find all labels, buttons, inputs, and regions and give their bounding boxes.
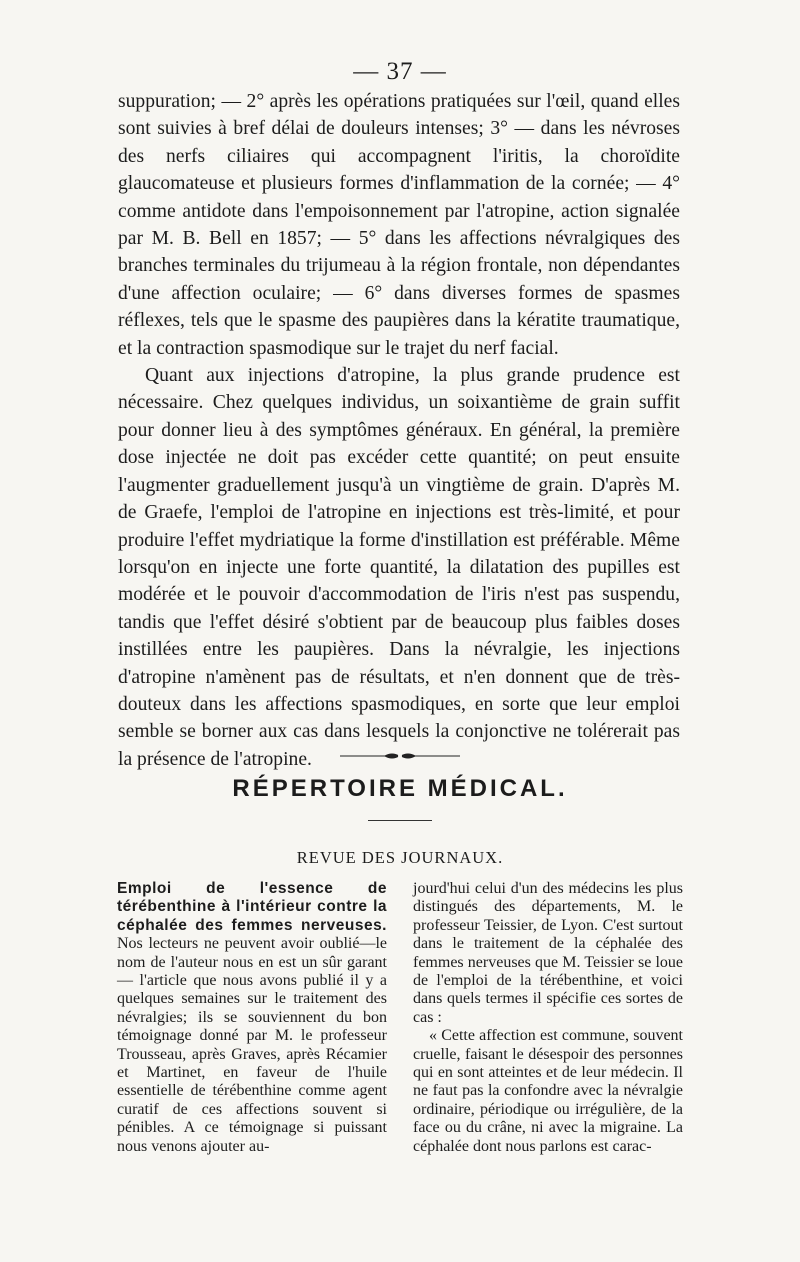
article-right-paragraph-2: « Cette affection est commune, souvent cruelle, faisant le désespoir des personnes qui en sont atteintes et de leur médecin. Il ne faut pas la confondre avec la névralgie ordinaire, périodique ou irrégulière, de la face ou du crâne, ni avec la migraine. La céphalée dont nous parlons est carac-: [413, 1027, 683, 1155]
paragraph-continuation: suppuration; — 2° après les opérations pratiquées sur l'œil, quand elles sont suivies à bref délai de douleurs intenses; 3° — dans les névroses des nerfs ciliaires qui accompagnent l'iritis, la choroïdite glaucomateuse et plusieurs formes d'inflammation de la cornée; — 4° comme antidote dans l'empoisonnement par l'atropine, action signalée par M. B. Bell en 1857; — 5° dans les affections névralgiques des branches terminales du trijumeau à la région frontale, non dépendantes d'une affection oculaire; — 6° dans diverses formes de spasmes réflexes, tels que le spasme des paupières dans la kératite traumatique, et la contraction spasmodique sur le trajet du nerf facial.: [118, 91, 680, 359]
article-right-paragraph-1: jourd'hui celui d'un des médecins les plus distingués des départements, M. le professeur Teissier, de Lyon. C'est surtout dans le traitement de la céphalée des femmes nerveuses que M. Teissier se loue de l'emploi de la térébenthine, et voici dans quels termes il spécifie ces sortes de cas :: [413, 880, 683, 1026]
left-column: [117, 880, 387, 1156]
right-column: [413, 880, 683, 1156]
title-rule: [368, 820, 432, 821]
article-left-text: Nos lecteurs ne peuvent avoir oublié—le nom de l'auteur nous en est un sûr garant — l'article que nous avons publié il y a quelques semaines sur le traitement des névralgies; ils se souviennent du bon témoignage donné par M. le professeur Trousseau, après Graves, après Récamier et Martinet, en faveur de l'huile essentielle de térébenthine comme agent curatif de ces affections souvent si pénibles. A ce témoignage si puissant nous venons ajouter au-: [117, 935, 387, 1155]
two-column-article: [117, 880, 683, 1156]
article-paragraph: [117, 880, 387, 1156]
section-title: RÉPERTOIRE MÉDICAL.: [232, 775, 568, 802]
paragraph-atropine-injections: Quant aux injections d'atropine, la plus grande prudence est nécessaire. Chez quelques individus, un soixantième de grain suffit pour donner lieu à des symptômes généraux. En général, la première dose injectée ne doit pas excéder cette quantité; on peut ensuite l'augmenter graduellement jusqu'à un vingtième de grain. D'après M. de Graefe, l'emploi de l'atropine en injections est très-limité, et pour produire l'effet mydriatique la forme d'instillation est préférable. Même lorsqu'on en injecte une forte quantité, la dilatation des pupilles est modérée et le pouvoir d'accommodation de l'iris n'est pas suspendu, tandis que l'effet désiré s'obtient par de beaucoup plus faibles doses instillées entre les paupières. Dans la névralgie, les injections d'atropine n'amènent pas de résultats, et n'en donnent que de très-douteux dans les affections spasmodiques, en sorte que leur emploi semble se borner aux cas dans lesquels la conjonctive ne tolérerait pas la présence de l'atropine.: [118, 365, 680, 770]
subsection-title: REVUE DES JOURNAUX.: [296, 848, 504, 867]
article-title: Emploi de l'essence de térébenthine à l'intérieur contre la céphalée des femmes nerveuses.: [117, 880, 387, 934]
page-number: — 37 —: [353, 58, 447, 85]
ornament-divider: [0, 748, 800, 766]
main-text: [118, 88, 680, 773]
